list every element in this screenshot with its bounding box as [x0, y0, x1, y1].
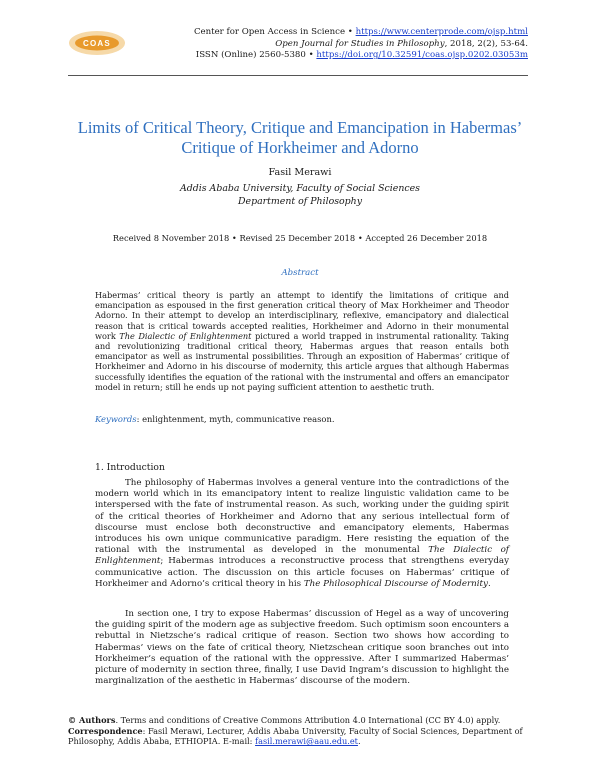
- doi-link[interactable]: https://doi.org/10.32591/coas.ojsp.0202.03053m: [316, 50, 528, 61]
- header-line-3: [108, 50, 528, 62]
- header-divider: [68, 75, 528, 76]
- keywords-value: : enlightenment, myth, communicative reason.: [136, 414, 335, 424]
- intro-paragraph-1: [95, 478, 509, 590]
- abstract-text: [95, 290, 509, 392]
- intro-p1-end: .: [487, 578, 491, 589]
- journal-url-link[interactable]: https://www.centerprode.com/ojsp.html: [355, 27, 528, 37]
- abstract-heading: Abstract: [281, 268, 319, 278]
- issn: ISSN (Online) 2560-5380 •: [195, 50, 317, 61]
- footer-notes: [68, 715, 530, 747]
- footer-end: .: [357, 736, 361, 747]
- header-center-name: Center for Open Access in Science •: [193, 27, 356, 37]
- logo-text: COAS: [83, 39, 111, 49]
- author-name: Fasil Merawi: [268, 167, 332, 178]
- journal-citation: , 2018, 2(2), 53-64.: [444, 38, 528, 49]
- intro-paragraph-2: In section one, I try to expose Habermas’ discussion of Hegel as a way of uncovering the guiding spirit of the modern age as subjective freedom. Such optimism soon encounters a rebuttal in Nietzsche’s radical critique of reason. Section two shows how according to Habermas’ views on the fate of critical theory, Nietzschean critique soon branches out into Horkheimer’s equation of the rational with the oppressive. After I summarized Habermas’ picture of modernity in section three, finally, I use David Ingram’s discussion to highlight the marginalization of the aesthetic in Habermas’ discourse of the modern.: [95, 609, 509, 687]
- intro-p1-book-title-1: The Dialectic of Enlightenment: [95, 545, 510, 567]
- author-affiliation: [70, 183, 530, 208]
- correspondence-label: Correspondence: [68, 725, 143, 736]
- affiliation-line-2: Department of Philosophy: [238, 195, 362, 207]
- author-email-link[interactable]: fasil.merawi@aau.edu.et: [255, 736, 358, 747]
- keywords-label: Keywords: [95, 414, 137, 424]
- abstract-part-2: pictured a world trapped in instrumental rationality. Taking and revolutionizing traditional critical theory, Habermas argues that reason entails both emancipator as well as instrumental possibilities. Through an exposition of Habermas’ critique of Horkheimer and Adorno in his discourse of modernity, this article argues that although Habermas successfully identifies the equation of the rational with the instrumental and offers an emancipator model in return; still he ends up not paying sufficient attention to aesthetic truth.: [95, 330, 509, 392]
- intro-p1-part-2: ; Habermas introduces a reconstructive process that strengthens everyday communicative action. The discussion on this article focuses on Habermas’ critique of Horkheimer and Adorno’s critical theory in his: [95, 556, 509, 589]
- publication-dates: Received 8 November 2018 • Revised 25 December 2018 • Accepted 26 December 2018: [112, 233, 488, 243]
- intro-p1-part-1: The philosophy of Habermas involves a general venture into the contradictions of the modern world which in its emancipatory intent to realize linguistic validation came to be interspersed with the fate of instrumental reason. As such, working under the guiding spirit of the critical theories of Horkheimer and Adorno that any serious intellectual form of discourse must enclose both deconstructive and emancipatory elements, Habermas introduces his own unique communicative paradigm. Here resisting the equation of the rational with the instrumental as developed in the monumental: [95, 478, 509, 556]
- abstract-part-1: Habermas’ critical theory is partly an attempt to identify the limitations of critique and emancipation as espoused in the first generation critical theory of Max Horkheimer and Theodor Adorno. In their attempt to develop an interdisciplinary, reflexive, emancipatory and dialectical reason that is critical towards accepted realities, Horkheimer and Adorno in their monumental work: [95, 290, 509, 341]
- abstract-book-title: The Dialectic of Enlightenment: [119, 330, 252, 341]
- header-line-1: [108, 27, 528, 39]
- intro-p1-book-title-2: The Philosophical Discourse of Modernity: [303, 578, 488, 589]
- section-heading-introduction: 1. Introduction: [95, 462, 165, 473]
- journal-header: [108, 27, 528, 62]
- article-title: Limits of Critical Theory, Critique and Emancipation in Habermas’ Critique of Horkheimer and Adorno: [77, 118, 523, 157]
- correspondence-text: : Fasil Merawi, Lecturer, Addis Ababa University, Faculty of Social Sciences, Department of Philosophy, Addis Ababa, ETHIOPIA. E-mail:: [68, 725, 523, 747]
- keywords: [95, 414, 509, 424]
- authors-label: © Authors: [68, 715, 116, 725]
- affiliation-line-1: Addis Ababa University, Faculty of Social Sciences: [180, 183, 420, 194]
- journal-name: Open Journal for Studies in Philosophy: [275, 38, 445, 49]
- license-text: . Terms and conditions of Creative Commons Attribution 4.0 International (CC BY 4.0) apply.: [115, 715, 501, 725]
- header-line-2: [108, 39, 528, 51]
